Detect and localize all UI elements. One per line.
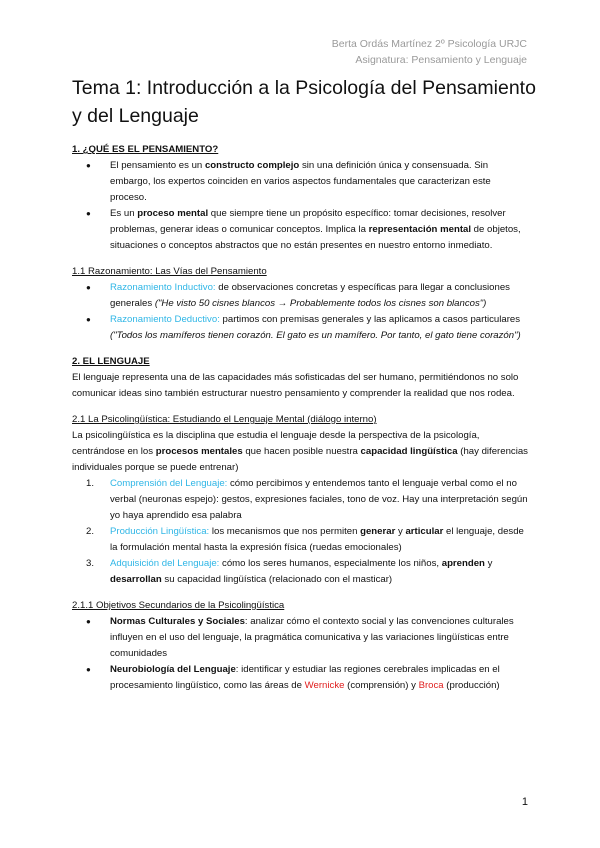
list-item: ● Neurobiología del Lenguaje: identificar y estudiar las regiones cerebrales implicadas en el procesamiento lingüístico, como las áreas de Wernicke (comprensión) y Broca (producción)	[72, 662, 528, 694]
bullet-list	[72, 614, 528, 694]
section-heading: 2.1.1 Objetivos Secundarios de la Psicolingüística	[72, 600, 285, 611]
page-header	[332, 36, 527, 68]
section-lenguaje	[72, 354, 528, 402]
header-author: Berta Ordás Martínez 2º Psicología URJC	[331, 38, 527, 50]
section-pensamiento	[72, 142, 528, 254]
header-subject: Asignatura: Pensamiento y Lenguaje	[355, 54, 527, 66]
list-item: ● Es un proceso mental que siempre tiene un propósito específico: tomar decisiones, resolver problemas, generar ideas o comunicar conceptos. Implica la representación mental de objetos, situaciones o conceptos abstractos que no están presentes en nuestro entorno inmediato.	[72, 206, 528, 254]
section-heading: 1. ¿QUÉ ES EL PENSAMIENTO?	[72, 144, 219, 155]
section-razonamiento	[72, 264, 528, 344]
section-heading: 1.1 Razonamiento: Las Vías del Pensamiento	[72, 266, 267, 277]
section-heading: 2.1 La Psicolingüística: Estudiando el Lenguaje Mental (diálogo interno)	[72, 414, 377, 425]
list-item: ● Razonamiento Inductivo: de observaciones concretas y específicas para llegar a conclusiones generales ("He visto 50 cisnes blancos → Probablemente todos los cisnes son blancos")	[72, 280, 528, 312]
bullet-list	[72, 280, 528, 344]
paragraph: El lenguaje representa una de las capacidades más sofisticadas del ser humano, permitiéndonos no solo comunicar ideas sino también estructurar nuestro pensamiento y comprender la realidad que nos rodea.	[72, 372, 519, 399]
list-item: ● El pensamiento es un constructo complejo sin una definición única y consensuada. Sin embargo, los expertos coinciden en varios aspectos fundamentales que caracterizan este proceso.	[72, 158, 528, 206]
document-body	[72, 142, 528, 694]
numbered-list	[72, 476, 528, 588]
section-psicolinguistica	[72, 412, 528, 588]
section-objetivos	[72, 598, 528, 694]
list-item: ● Normas Culturales y Sociales: analizar cómo el contexto social y las convenciones culturales influyen en el uso del lenguaje, la pragmática comunicativa y las variaciones lingüísticas entre comunidades	[72, 614, 528, 662]
term-broca: Broca	[418, 680, 444, 691]
page-number: 1	[521, 796, 528, 808]
section-heading: 2. EL LENGUAJE	[72, 356, 150, 367]
document-title: Tema 1: Introducción a la Psicología del Pensamiento y del Lenguaje	[72, 77, 536, 127]
list-item: 3. Adquisición del Lenguaje: cómo los seres humanos, especialmente los niños, aprenden y desarrollan su capacidad lingüística (relacionado con el masticar)	[86, 558, 493, 585]
term-deductivo: Razonamiento Deductivo:	[110, 314, 220, 325]
list-item: 2. Producción Lingüística: los mecanismos que nos permiten generar y articular el lenguaje, desde la formulación mental hasta la expresión física (ruedas emocionales)	[86, 526, 524, 553]
term-inductivo: Razonamiento Inductivo:	[110, 282, 216, 293]
paragraph: La psicolingüística es la disciplina que estudia el lenguaje desde la perspectiva de la psicología, centrándose en los procesos mentales que hacen posible nuestra capacidad lingüística (hay diferencias individuales porque se puede entrenar)	[72, 430, 528, 473]
term-wernicke: Wernicke	[304, 680, 345, 691]
bullet-list	[72, 158, 528, 254]
list-item: ● Razonamiento Deductivo: partimos con premisas generales y las aplicamos a casos particulares ("Todos los mamíferos tienen corazón. El gato es un mamífero. Por tanto, el gato tiene corazón")	[72, 312, 528, 344]
list-item: 1. Comprensión del Lenguaje: cómo percibimos y entendemos tanto el lenguaje verbal como el no verbal (neuronas espejo): gestos, expresiones faciales, tono de voz. Hay una interpretación según yo haya aprendido esa palabra	[86, 478, 528, 521]
